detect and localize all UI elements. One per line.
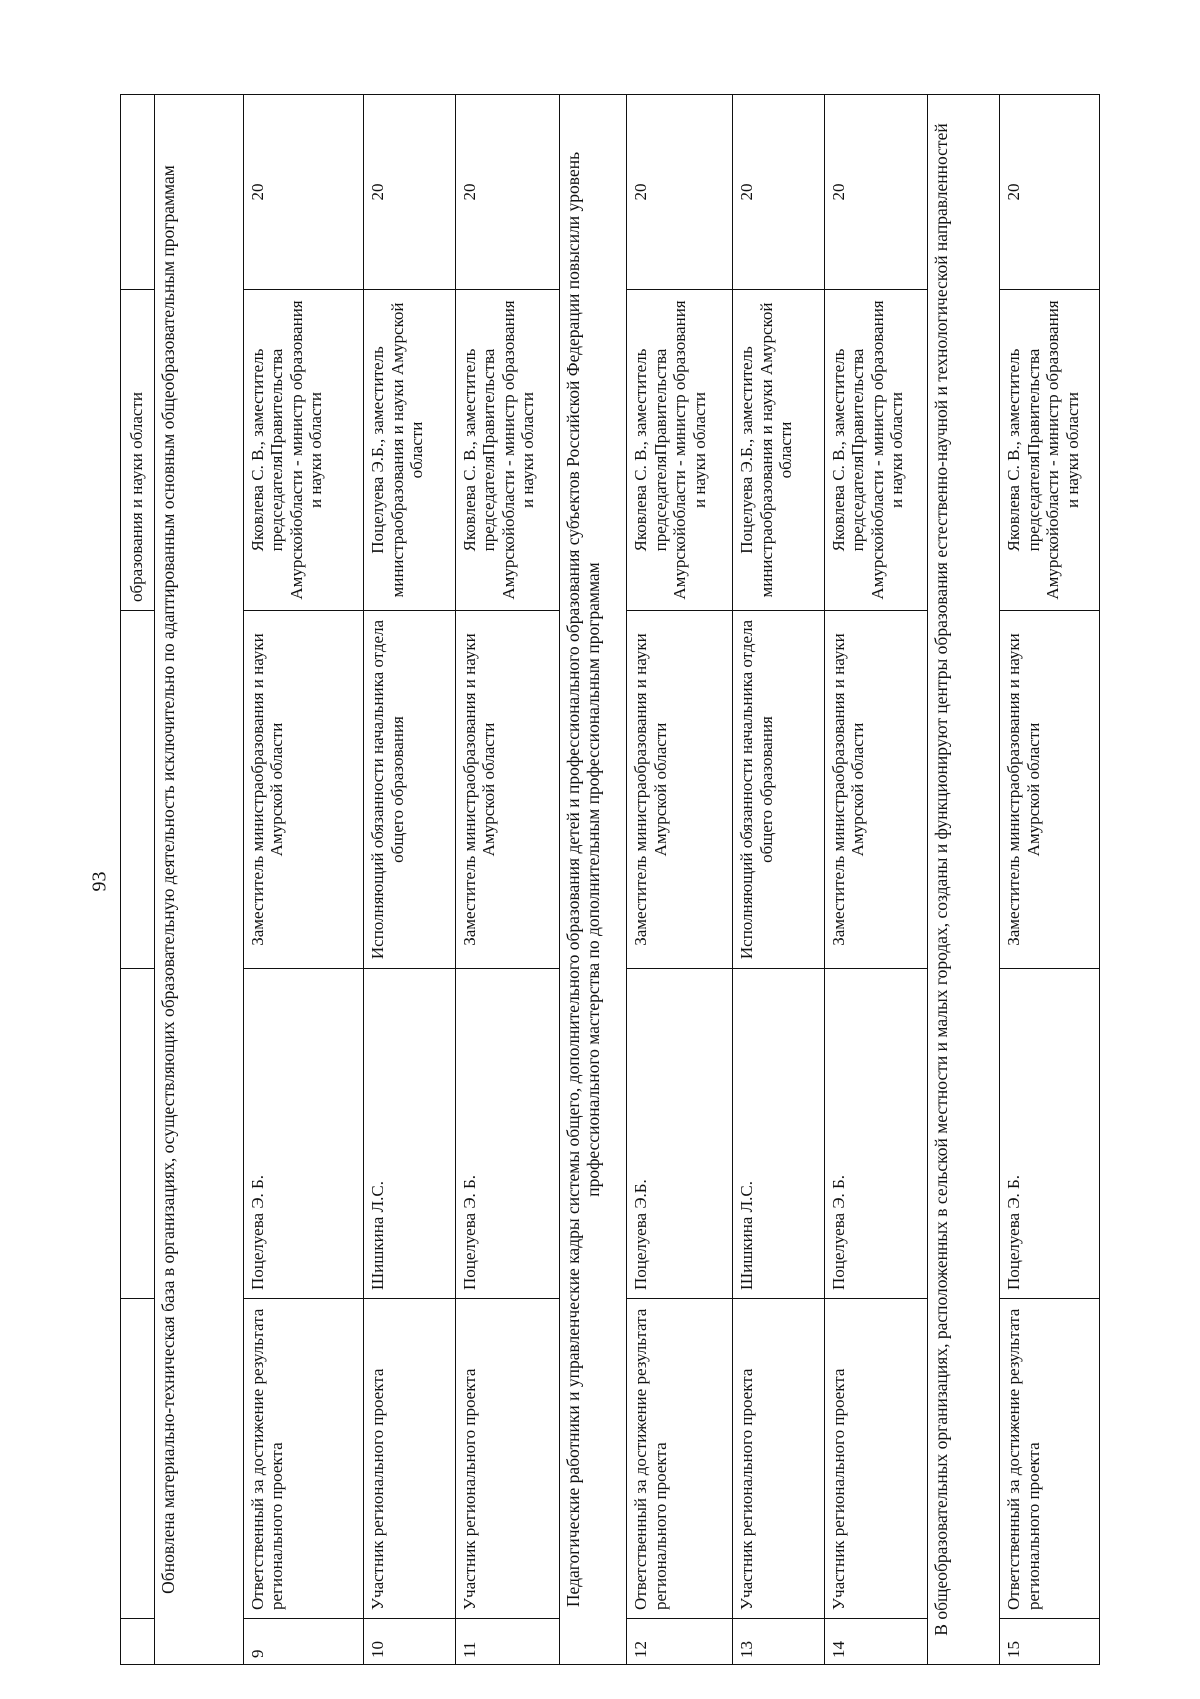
rotated-table-container xyxy=(120,95,1100,1665)
section-header-row xyxy=(928,95,1000,1665)
person-cell: Шишкина Л.С. xyxy=(733,969,824,1299)
position-cell: Заместитель министраобразования и науки Амурской области xyxy=(627,611,733,969)
position-cell: Исполняющий обязанности начальника отдела общего образования xyxy=(364,611,455,969)
row-number: 14 xyxy=(824,1619,928,1665)
row-number: 15 xyxy=(1000,1619,1100,1665)
supervisor-cell: Поцелуева Э.Б., заместитель министраобразования и науки Амурской области xyxy=(364,290,455,611)
row-number: 13 xyxy=(733,1619,824,1665)
person-cell: Поцелуева Э.Б. xyxy=(627,969,733,1299)
section-header-row xyxy=(559,95,627,1665)
row-number: 9 xyxy=(243,1619,364,1665)
section-title: Педагогические работники и управленческие кадры системы общего, дополнительного образования детей и профессионального образования субъектов Российской Федерации повысили уровень профессионального мастерства по дополнительным профессиональным программам xyxy=(559,95,627,1665)
section-header-row xyxy=(155,95,243,1665)
value-cell: 20 xyxy=(364,95,455,290)
position-cell: Заместитель министраобразования и науки Амурской области xyxy=(824,611,928,969)
value-cell: 20 xyxy=(824,95,928,290)
value-cell: 20 xyxy=(243,95,364,290)
table-continuation-row xyxy=(121,95,155,1665)
person-cell: Поцелуева Э. Б. xyxy=(1000,969,1100,1299)
value-cell: 20 xyxy=(733,95,824,290)
row-number: 10 xyxy=(364,1619,455,1665)
continuation-cell: образования и науки области xyxy=(121,290,155,611)
position-cell: Исполняющий обязанности начальника отдела общего образования xyxy=(733,611,824,969)
table-row xyxy=(1000,95,1100,1665)
person-cell: Поцелуева Э. Б. xyxy=(824,969,928,1299)
project-participants-table xyxy=(120,94,1100,1665)
supervisor-cell: Поцелуева Э.Б., заместитель министраобразования и науки Амурской области xyxy=(733,290,824,611)
table-row xyxy=(627,95,733,1665)
role-cell: Ответственный за достижение результата регионального проекта xyxy=(243,1299,364,1619)
table-row xyxy=(455,95,559,1665)
row-number: 11 xyxy=(455,1619,559,1665)
section-title: Обновлена материально-техническая база в организациях, осуществляющих образовательную деятельность исключительно по адаптированным основным общеобразовательным программам xyxy=(155,95,243,1665)
supervisor-cell: Яковлева С. В., заместитель председателяПравительства Амурскойобласти - министр образования и науки области xyxy=(824,290,928,611)
supervisor-cell: Яковлева С. В., заместитель председателяПравительства Амурскойобласти - министр образования и науки области xyxy=(243,290,364,611)
section-title: В общеобразовательных организациях, расположенных в сельской местности и малых городах, созданы и функционируют центры образования естественно-научной и технологической направленностей xyxy=(928,95,1000,1665)
position-cell: Заместитель министраобразования и науки Амурской области xyxy=(243,611,364,969)
value-cell: 20 xyxy=(455,95,559,290)
role-cell: Участник регионального проекта xyxy=(824,1299,928,1619)
table-row xyxy=(364,95,455,1665)
value-cell: 20 xyxy=(627,95,733,290)
supervisor-cell: Яковлева С. В., заместитель председателяПравительства Амурскойобласти - министр образования и науки области xyxy=(627,290,733,611)
role-cell: Участник регионального проекта xyxy=(364,1299,455,1619)
supervisor-cell: Яковлева С. В., заместитель председателяПравительства Амурскойобласти - министр образования и науки области xyxy=(1000,290,1100,611)
position-cell: Заместитель министраобразования и науки Амурской области xyxy=(1000,611,1100,969)
table-row xyxy=(733,95,824,1665)
role-cell: Участник регионального проекта xyxy=(455,1299,559,1619)
role-cell: Участник регионального проекта xyxy=(733,1299,824,1619)
table-row xyxy=(824,95,928,1665)
role-cell: Ответственный за достижение результата регионального проекта xyxy=(627,1299,733,1619)
page-number: 93 xyxy=(88,871,111,892)
person-cell: Поцелуева Э. Б. xyxy=(455,969,559,1299)
row-number: 12 xyxy=(627,1619,733,1665)
table-row xyxy=(243,95,364,1665)
person-cell: Поцелуева Э. Б. xyxy=(243,969,364,1299)
role-cell: Ответственный за достижение результата регионального проекта xyxy=(1000,1299,1100,1619)
value-cell: 20 xyxy=(1000,95,1100,290)
position-cell: Заместитель министраобразования и науки Амурской области xyxy=(455,611,559,969)
supervisor-cell: Яковлева С. В., заместитель председателяПравительства Амурскойобласти - министр образования и науки области xyxy=(455,290,559,611)
person-cell: Шишкина Л.С. xyxy=(364,969,455,1299)
